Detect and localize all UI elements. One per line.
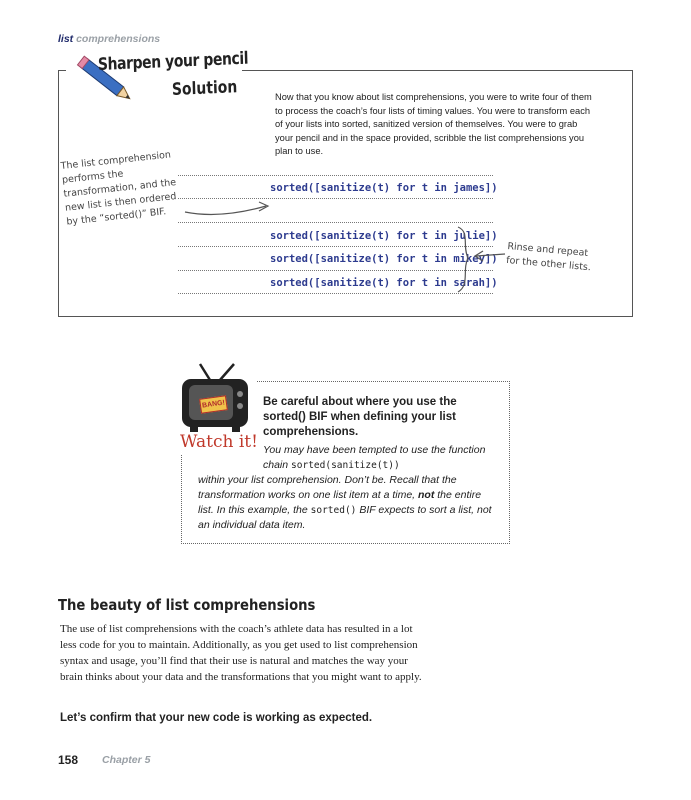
chapter-label: Chapter 5 xyxy=(102,754,151,766)
solution-title-line2: Solution xyxy=(171,77,238,100)
code-line-sarah: sorted([sanitize(t) for t in sarah]) xyxy=(270,277,498,289)
code-line-mikey: sorted([sanitize(t) for t in mikey]) xyxy=(270,253,498,265)
watch-body-code: sorted() xyxy=(310,505,357,516)
watch-body-text: You may have been tempted to use the function chain xyxy=(263,444,486,471)
watch-body-emphasis: not xyxy=(418,489,435,501)
code-line-julie: sorted([sanitize(t) for t in julie]) xyxy=(270,230,498,242)
running-header-rest: comprehensions xyxy=(73,33,161,45)
page-number: 158 xyxy=(58,753,79,767)
watch-it-body xyxy=(198,443,498,533)
beauty-heading: The beauty of list comprehensions xyxy=(58,596,316,614)
confirm-line: Let’s confirm that your new code is working as expected. xyxy=(60,712,373,724)
running-header-list: list xyxy=(58,33,74,45)
annotation-arrows xyxy=(0,0,691,330)
transformation-note: The list comprehension performs the transformation, and the new list is then ordered by the “sorted()” BIF. xyxy=(60,149,177,228)
watch-it-label: Watch it! xyxy=(180,432,258,452)
rinse-repeat-note: Rinse and repeat for the other lists. xyxy=(505,240,592,274)
watch-it-headline: Be careful about where you use the sorted() BIF when defining your list comprehensions. xyxy=(263,396,457,438)
watch-body-code: sorted(sanitize(t)) xyxy=(291,460,400,471)
watch-body-text: within your list comprehension. Don’t be. Recall that the transformation works on one list item at a time, xyxy=(198,474,457,501)
solution-title-line1: Sharpen your pencil xyxy=(97,48,249,75)
code-line-james: sorted([sanitize(t) for t in james]) xyxy=(270,182,498,194)
watch-body-text: the entire list. In this example, the xyxy=(198,489,482,516)
solution-intro-text: Now that you know about list comprehensions, you were to write four of them to process the coach’s four lists of timing values. You were to transform each of your lists into sorted, sanitized version of themselves. You were to grab your pencil and in the space provided, scribble the list comprehensions you plan to use. xyxy=(275,92,592,156)
bang-badge: BANG! xyxy=(199,395,228,414)
watch-body-text: BIF expects to sort a list, not an individual data item. xyxy=(198,504,492,531)
beauty-paragraph: The use of list comprehensions with the coach’s athlete data has resulted in a lot less code for you to maintain. Additionally, as you get used to list comprehension syntax and usage, you’ll find that their use is natural and matches the way your brain thinks about your data and the transformations that you might want to apply. xyxy=(60,623,422,683)
